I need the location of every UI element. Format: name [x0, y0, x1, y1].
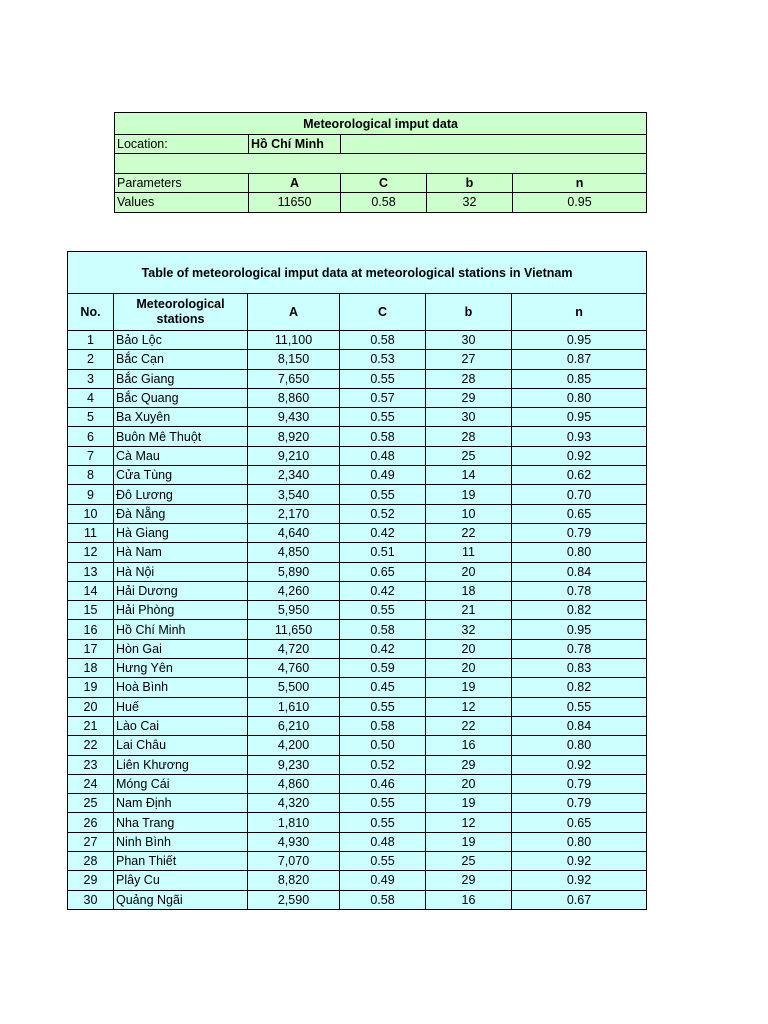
cell-b[interactable]: 12 [426, 813, 512, 832]
table-row [68, 581, 647, 600]
cell-station[interactable]: Bắc Cạn [114, 350, 248, 369]
cell-c[interactable]: 0.59 [340, 659, 426, 678]
cell-c[interactable]: 0.55 [340, 697, 426, 716]
cell-a[interactable]: 4,260 [248, 581, 340, 600]
cell-a[interactable]: 8,150 [248, 350, 340, 369]
cell-b[interactable]: 25 [426, 852, 512, 871]
cell-n[interactable]: 0.85 [512, 369, 647, 388]
cell-b[interactable]: 29 [426, 755, 512, 774]
station-table-title: Table of meteorological imput data at meteorological stations in Vietnam [68, 252, 647, 294]
blank-row [115, 154, 647, 173]
cell-no[interactable]: 27 [68, 832, 114, 851]
cell-c[interactable]: 0.58 [340, 620, 426, 639]
cell-c[interactable]: 0.51 [340, 543, 426, 562]
station-table-body [68, 331, 647, 910]
cell-no[interactable]: 5 [68, 408, 114, 427]
cell-no[interactable]: 2 [68, 350, 114, 369]
cell-a[interactable]: 9,210 [248, 446, 340, 465]
cell-station[interactable]: Ninh Bình [114, 832, 248, 851]
cell-station[interactable]: Ba Xuyên [114, 408, 248, 427]
cell-no[interactable]: 17 [68, 639, 114, 658]
cell-c[interactable]: 0.55 [340, 794, 426, 813]
cell-b[interactable]: 18 [426, 581, 512, 600]
cell-a[interactable]: 9,430 [248, 408, 340, 427]
table-row [68, 350, 647, 369]
cell-no[interactable]: 22 [68, 736, 114, 755]
cell-station[interactable]: Plây Cu [114, 871, 248, 890]
cell-a[interactable]: 4,850 [248, 543, 340, 562]
input-table-title: Meteorological imput data [115, 113, 647, 135]
cell-c[interactable]: 0.58 [340, 890, 426, 909]
cell-b[interactable]: 10 [426, 504, 512, 523]
cell-a[interactable]: 1,810 [248, 813, 340, 832]
parameters-label: Parameters [115, 173, 249, 192]
cell-no[interactable]: 11 [68, 523, 114, 542]
cell-a[interactable]: 4,860 [248, 774, 340, 793]
table-row [68, 852, 647, 871]
cell-no[interactable]: 19 [68, 678, 114, 697]
table-row [68, 369, 647, 388]
meteorological-input-table [114, 112, 647, 213]
cell-n[interactable]: 0.80 [512, 543, 647, 562]
cell-c[interactable]: 0.49 [340, 871, 426, 890]
table-row [68, 813, 647, 832]
cell-n[interactable]: 0.79 [512, 794, 647, 813]
cell-a[interactable]: 5,890 [248, 562, 340, 581]
cell-no[interactable]: 15 [68, 601, 114, 620]
cell-no[interactable]: 14 [68, 581, 114, 600]
location-row [115, 135, 647, 154]
cell-no[interactable]: 20 [68, 697, 114, 716]
cell-a[interactable]: 9,230 [248, 755, 340, 774]
header-b: b [426, 294, 512, 331]
cell-c[interactable]: 0.55 [340, 601, 426, 620]
cell-b[interactable]: 20 [426, 639, 512, 658]
cell-c[interactable]: 0.55 [340, 369, 426, 388]
cell-c[interactable]: 0.42 [340, 523, 426, 542]
cell-b[interactable]: 19 [426, 832, 512, 851]
cell-a[interactable]: 2,590 [248, 890, 340, 909]
cell-no[interactable]: 8 [68, 466, 114, 485]
cell-c[interactable]: 0.49 [340, 466, 426, 485]
cell-station[interactable]: Buôn Mê Thuột [114, 427, 248, 446]
cell-n[interactable]: 0.80 [512, 736, 647, 755]
cell-station[interactable]: Quảng Ngãi [114, 890, 248, 909]
cell-c[interactable]: 0.46 [340, 774, 426, 793]
cell-no[interactable]: 18 [68, 659, 114, 678]
cell-n[interactable]: 0.95 [512, 331, 647, 350]
cell-c[interactable]: 0.55 [340, 485, 426, 504]
value-b[interactable]: 32 [427, 193, 513, 212]
cell-no[interactable]: 12 [68, 543, 114, 562]
cell-station[interactable]: Lai Châu [114, 736, 248, 755]
cell-n[interactable]: 0.92 [512, 852, 647, 871]
table-row [68, 678, 647, 697]
cell-no[interactable]: 23 [68, 755, 114, 774]
cell-no[interactable]: 7 [68, 446, 114, 465]
cell-no[interactable]: 29 [68, 871, 114, 890]
cell-station[interactable]: Lào Cai [114, 716, 248, 735]
cell-c[interactable]: 0.58 [340, 427, 426, 446]
cell-station[interactable]: Bắc Giang [114, 369, 248, 388]
cell-a[interactable]: 4,320 [248, 794, 340, 813]
cell-b[interactable]: 20 [426, 774, 512, 793]
cell-no[interactable]: 16 [68, 620, 114, 639]
cell-a[interactable]: 4,720 [248, 639, 340, 658]
cell-station[interactable]: Hải Dương [114, 581, 248, 600]
cell-c[interactable]: 0.50 [340, 736, 426, 755]
cell-a[interactable]: 4,640 [248, 523, 340, 542]
cell-a[interactable]: 8,860 [248, 388, 340, 407]
values-label: Values [115, 193, 249, 212]
table-row [68, 427, 647, 446]
cell-station[interactable]: Hải Phòng [114, 601, 248, 620]
table-row [68, 523, 647, 542]
value-c[interactable]: 0.58 [341, 193, 427, 212]
cell-a[interactable]: 11,650 [248, 620, 340, 639]
cell-station[interactable]: Hà Giang [114, 523, 248, 542]
cell-station[interactable]: Cửa Tùng [114, 466, 248, 485]
cell-station[interactable]: Nam Định [114, 794, 248, 813]
cell-n[interactable]: 0.79 [512, 523, 647, 542]
cell-b[interactable]: 22 [426, 716, 512, 735]
cell-b[interactable]: 28 [426, 369, 512, 388]
table-row [68, 466, 647, 485]
cell-no[interactable]: 10 [68, 504, 114, 523]
cell-a[interactable]: 8,820 [248, 871, 340, 890]
cell-no[interactable]: 28 [68, 852, 114, 871]
cell-no[interactable]: 13 [68, 562, 114, 581]
cell-a[interactable]: 4,200 [248, 736, 340, 755]
cell-station[interactable]: Bảo Lộc [114, 331, 248, 350]
cell-station[interactable]: Hòn Gai [114, 639, 248, 658]
cell-b[interactable]: 22 [426, 523, 512, 542]
cell-c[interactable]: 0.52 [340, 755, 426, 774]
header-stations: Meteorological stations [114, 294, 248, 331]
param-header-b: b [427, 173, 513, 192]
cell-n[interactable]: 0.87 [512, 350, 647, 369]
cell-a[interactable]: 11,100 [248, 331, 340, 350]
cell-station[interactable]: Hà Nội [114, 562, 248, 581]
cell-a[interactable]: 2,170 [248, 504, 340, 523]
table-row [68, 832, 647, 851]
cell-c[interactable]: 0.58 [340, 331, 426, 350]
table-row [68, 446, 647, 465]
cell-no[interactable]: 4 [68, 388, 114, 407]
cell-a[interactable]: 1,610 [248, 697, 340, 716]
cell-station[interactable]: Hồ Chí Minh [114, 620, 248, 639]
cell-station[interactable]: Phan Thiết [114, 852, 248, 871]
table-row [68, 504, 647, 523]
cell-c[interactable]: 0.55 [340, 852, 426, 871]
cell-c[interactable]: 0.65 [340, 562, 426, 581]
cell-b[interactable]: 29 [426, 388, 512, 407]
table-row [68, 755, 647, 774]
cell-station[interactable]: Hà Nam [114, 543, 248, 562]
value-n[interactable]: 0.95 [513, 193, 647, 212]
cell-n[interactable]: 0.82 [512, 601, 647, 620]
cell-b[interactable]: 11 [426, 543, 512, 562]
cell-n[interactable]: 0.62 [512, 466, 647, 485]
table-row [68, 697, 647, 716]
cell-a[interactable]: 4,760 [248, 659, 340, 678]
station-title-row [68, 252, 647, 294]
cell-c[interactable]: 0.58 [340, 716, 426, 735]
cell-station[interactable]: Cà Mau [114, 446, 248, 465]
table-row [68, 601, 647, 620]
header-a: A [248, 294, 340, 331]
cell-n[interactable]: 0.84 [512, 562, 647, 581]
cell-no[interactable]: 9 [68, 485, 114, 504]
cell-a[interactable]: 5,950 [248, 601, 340, 620]
cell-b[interactable]: 19 [426, 485, 512, 504]
cell-station[interactable]: Bắc Quang [114, 388, 248, 407]
cell-c[interactable]: 0.42 [340, 639, 426, 658]
cell-c[interactable]: 0.48 [340, 832, 426, 851]
cell-n[interactable]: 0.78 [512, 581, 647, 600]
cell-c[interactable]: 0.42 [340, 581, 426, 600]
table-row [68, 562, 647, 581]
table-row [68, 794, 647, 813]
cell-no[interactable]: 1 [68, 331, 114, 350]
cell-no[interactable]: 26 [68, 813, 114, 832]
value-a[interactable]: 11650 [249, 193, 341, 212]
cell-n[interactable]: 0.67 [512, 890, 647, 909]
cell-b[interactable]: 20 [426, 659, 512, 678]
cell-n[interactable]: 0.95 [512, 620, 647, 639]
cell-c[interactable]: 0.55 [340, 813, 426, 832]
cell-n[interactable]: 0.65 [512, 813, 647, 832]
cell-n[interactable]: 0.78 [512, 639, 647, 658]
cell-a[interactable]: 5,500 [248, 678, 340, 697]
table-row [68, 331, 647, 350]
cell-n[interactable]: 0.93 [512, 427, 647, 446]
table-row [68, 736, 647, 755]
header-no: No. [68, 294, 114, 331]
cell-c[interactable]: 0.57 [340, 388, 426, 407]
cell-a[interactable]: 8,920 [248, 427, 340, 446]
cell-b[interactable]: 20 [426, 562, 512, 581]
cell-station[interactable]: Liên Khương [114, 755, 248, 774]
location-empty-cell[interactable] [341, 135, 647, 154]
cell-n[interactable]: 0.92 [512, 871, 647, 890]
param-header-n: n [513, 173, 647, 192]
cell-b[interactable]: 27 [426, 350, 512, 369]
cell-a[interactable]: 7,650 [248, 369, 340, 388]
cell-no[interactable]: 21 [68, 716, 114, 735]
location-label: Location: [115, 135, 249, 154]
param-header-a: A [249, 173, 341, 192]
cell-b[interactable]: 28 [426, 427, 512, 446]
cell-b[interactable]: 25 [426, 446, 512, 465]
location-value[interactable]: Hồ Chí Minh [249, 135, 341, 154]
cell-n[interactable]: 0.84 [512, 716, 647, 735]
cell-c[interactable]: 0.55 [340, 408, 426, 427]
cell-b[interactable]: 19 [426, 794, 512, 813]
cell-station[interactable]: Móng Cái [114, 774, 248, 793]
cell-b[interactable]: 16 [426, 890, 512, 909]
cell-n[interactable]: 0.65 [512, 504, 647, 523]
table-row [68, 620, 647, 639]
cell-c[interactable]: 0.45 [340, 678, 426, 697]
cell-n[interactable]: 0.80 [512, 832, 647, 851]
cell-c[interactable]: 0.53 [340, 350, 426, 369]
table-row [68, 890, 647, 909]
cell-b[interactable]: 12 [426, 697, 512, 716]
cell-no[interactable]: 6 [68, 427, 114, 446]
cell-station[interactable]: Huế [114, 697, 248, 716]
cell-n[interactable]: 0.79 [512, 774, 647, 793]
param-header-c: C [341, 173, 427, 192]
parameters-row [115, 173, 647, 192]
cell-station[interactable]: Hưng Yên [114, 659, 248, 678]
cell-a[interactable]: 7,070 [248, 852, 340, 871]
cell-n[interactable]: 0.55 [512, 697, 647, 716]
cell-n[interactable]: 0.70 [512, 485, 647, 504]
cell-b[interactable]: 14 [426, 466, 512, 485]
cell-no[interactable]: 30 [68, 890, 114, 909]
cell-station[interactable]: Hoà Bình [114, 678, 248, 697]
cell-no[interactable]: 3 [68, 369, 114, 388]
cell-b[interactable]: 30 [426, 408, 512, 427]
station-data-table [67, 251, 647, 910]
table-row [68, 639, 647, 658]
table-row [68, 716, 647, 735]
station-header-row [68, 294, 647, 331]
cell-b[interactable]: 21 [426, 601, 512, 620]
cell-n[interactable]: 0.95 [512, 408, 647, 427]
table-row [68, 408, 647, 427]
cell-b[interactable]: 16 [426, 736, 512, 755]
table-row [68, 543, 647, 562]
blank-cell[interactable] [115, 154, 647, 173]
cell-a[interactable]: 4,930 [248, 832, 340, 851]
table-row [68, 871, 647, 890]
cell-b[interactable]: 29 [426, 871, 512, 890]
header-n: n [512, 294, 647, 331]
cell-no[interactable]: 24 [68, 774, 114, 793]
header-c: C [340, 294, 426, 331]
cell-c[interactable]: 0.52 [340, 504, 426, 523]
cell-n[interactable]: 0.82 [512, 678, 647, 697]
table-row [68, 388, 647, 407]
cell-a[interactable]: 2,340 [248, 466, 340, 485]
table-row [68, 485, 647, 504]
cell-a[interactable]: 3,540 [248, 485, 340, 504]
table-row [68, 659, 647, 678]
input-title-row [115, 113, 647, 135]
cell-n[interactable]: 0.92 [512, 755, 647, 774]
cell-n[interactable]: 0.92 [512, 446, 647, 465]
cell-b[interactable]: 32 [426, 620, 512, 639]
cell-station[interactable]: Đà Nẵng [114, 504, 248, 523]
cell-b[interactable]: 19 [426, 678, 512, 697]
cell-n[interactable]: 0.80 [512, 388, 647, 407]
cell-a[interactable]: 6,210 [248, 716, 340, 735]
cell-station[interactable]: Nha Trang [114, 813, 248, 832]
cell-b[interactable]: 30 [426, 331, 512, 350]
cell-c[interactable]: 0.48 [340, 446, 426, 465]
table-row [68, 774, 647, 793]
cell-no[interactable]: 25 [68, 794, 114, 813]
values-row [115, 193, 647, 212]
cell-n[interactable]: 0.83 [512, 659, 647, 678]
cell-station[interactable]: Đô Lương [114, 485, 248, 504]
